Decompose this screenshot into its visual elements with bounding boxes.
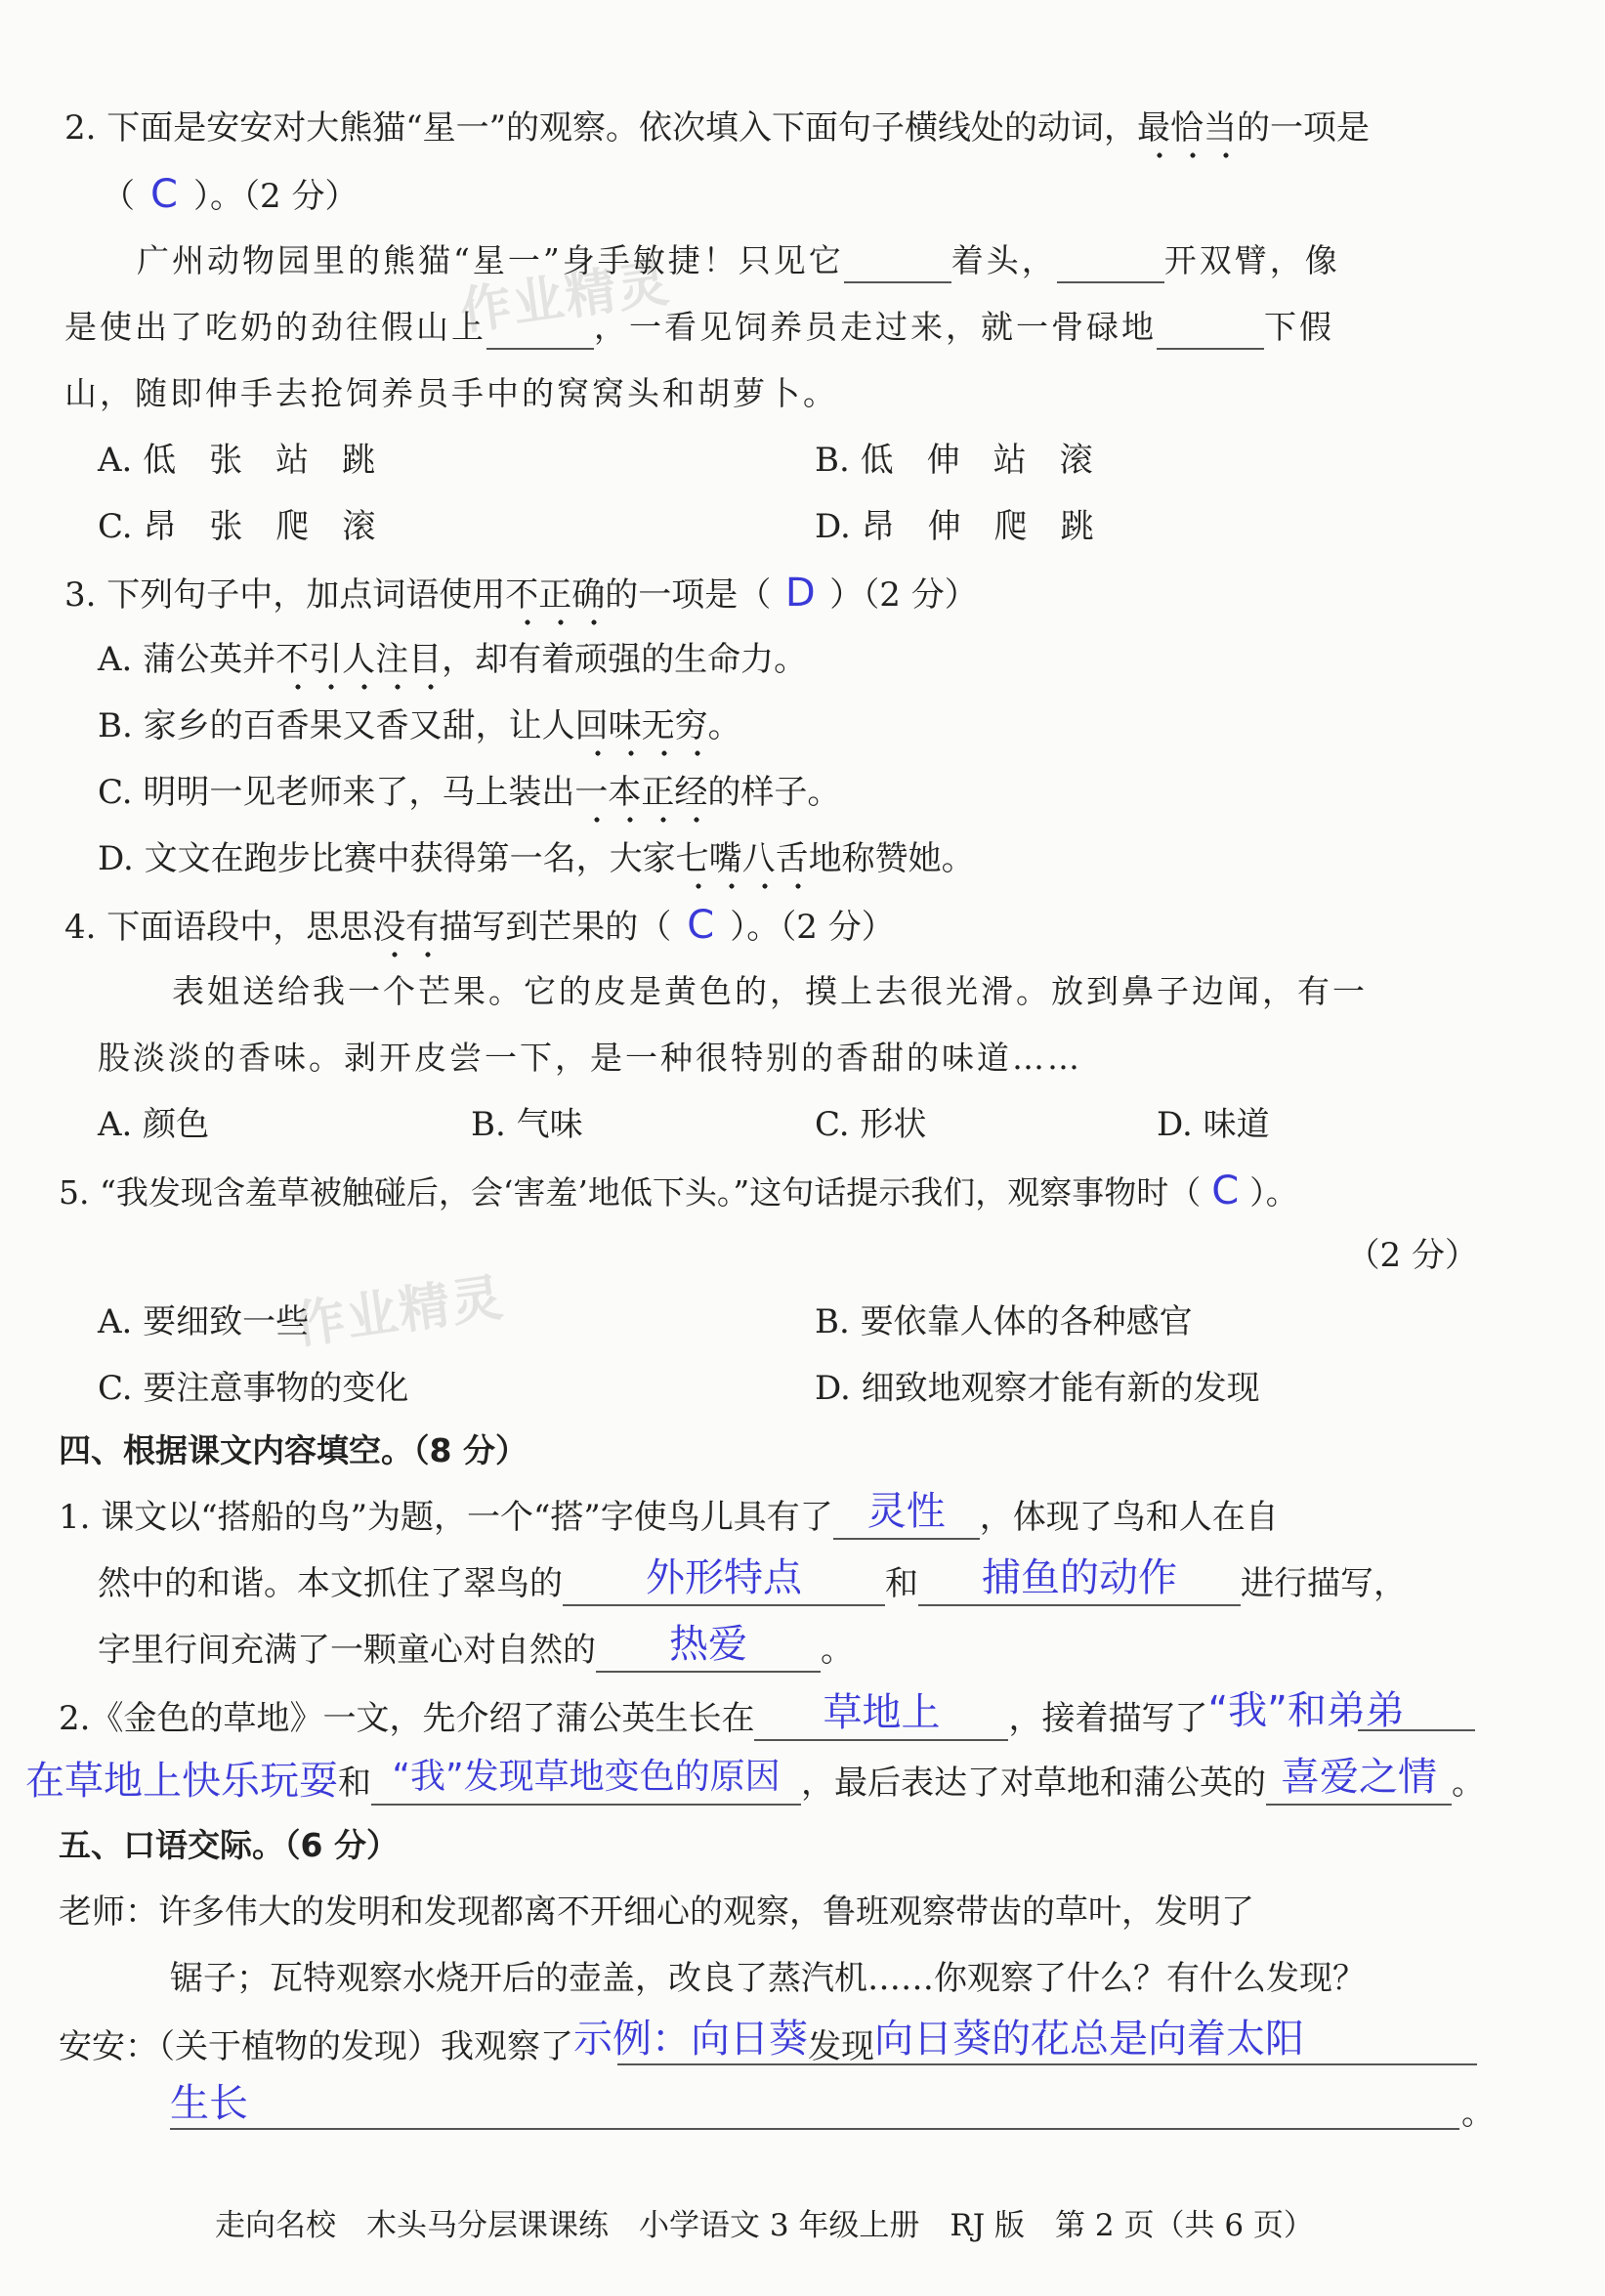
q5-option-d: D. 细致地观察才能有新的发现 [815, 1369, 1260, 1408]
q5-answer: C [1211, 1169, 1240, 1213]
handwritten-answer: 外形特点 [646, 1555, 802, 1600]
dotted-phrase: 不引人注目 [275, 637, 442, 682]
emphasis-word: 最恰当 [1137, 106, 1237, 150]
section-4-title: 四、根据课文内容填空。（8 分） [59, 1431, 528, 1469]
q4-passage-line-1: 表姐送给我一个芒果。它的皮是黄色的，摸上去很光滑。放到鼻子边闻，有一 [172, 972, 1368, 1010]
answer-underline [617, 2063, 1477, 2065]
q2-answer-line: （ C ）。（2 分） [102, 172, 359, 217]
handwritten-answer: 灵性 [866, 1489, 946, 1534]
fill-blank [596, 1622, 821, 1673]
fill-blank [1057, 246, 1164, 283]
fill-blank [754, 1690, 1008, 1741]
q3-option-c: C. 明明一见老师来了，马上装出一本正经的样子。 [98, 770, 840, 815]
q5-stem: 5. “我发现含羞草被触碰后，会‘害羞’地低下头。”这句话提示我们，观察事物时（ C ）。 [59, 1169, 1298, 1213]
fill-blank [844, 246, 951, 283]
q2-option-a: A. 低 张 站 跳 [98, 441, 376, 480]
q4-option-d: D. 味道 [1157, 1105, 1270, 1144]
q4-answer: C [687, 903, 715, 948]
q4-passage-line-2: 股淡淡的香味。剥开皮尝一下，是一种很特别的香甜的味道…… [98, 1039, 1082, 1077]
handwritten-answer: 向日葵的花总是向着太阳 [874, 2017, 1304, 2062]
q3-option-a: A. 蒲公英并不引人注目，却有着顽强的生命力。 [98, 637, 807, 682]
q3-answer: D [784, 571, 816, 616]
q3-stem: 3. 下列句子中，加点词语使用不正确的一项是（ D ）（2 分） [64, 571, 978, 616]
q5-option-b: B. 要依靠人体的各种感官 [815, 1302, 1193, 1341]
q4-option-c: C. 形状 [815, 1105, 927, 1144]
q2-passage-line-2: 是使出了吃奶的劲往假山上 ，一看见饲养员走过来，就一骨碌地 下假 [64, 305, 1334, 350]
q2-stem: 2. 下面是安安对大熊猫“星一”的观察。依次填入下面句子横线处的动词，最恰当的一项是 [64, 106, 1370, 150]
handwritten-answer: 在草地上快乐玩耍 [25, 1759, 338, 1804]
fill-blank [371, 1757, 801, 1806]
q4-option-a: A. 颜色 [98, 1105, 210, 1144]
q2-option-b: B. 低 伸 站 滚 [815, 441, 1093, 480]
handwritten-answer: “我”和弟弟 [1207, 1688, 1405, 1733]
q5-option-a: A. 要细致一些 [98, 1302, 310, 1341]
q5-option-c: C. 要注意事物的变化 [98, 1369, 409, 1408]
page-footer: 走向名校 木头马分层课课练 小学语文 3 年级上册 RJ 版 第 2 页（共 6 页） [215, 2208, 1314, 2243]
fill-blank [486, 313, 594, 350]
dotted-phrase: 七嘴八舌 [676, 836, 809, 881]
fill-blank [833, 1489, 980, 1540]
emphasis-word: 没有 [372, 905, 439, 950]
handwritten-answer: 生长 [170, 2081, 248, 2126]
handwritten-answer: 热爱 [669, 1622, 747, 1667]
handwritten-answer: “我”发现草地变色的原因 [392, 1757, 781, 1797]
handwritten-answer: 草地上 [823, 1690, 941, 1735]
q2-option-c: C. 昂 张 爬 滚 [98, 507, 376, 546]
anan-line-1: 安安：（关于植物的发现）我观察了示例：向日葵发现向日葵的花总是向着太阳 [59, 2017, 1304, 2066]
q4-option-b: B. 气味 [471, 1105, 583, 1144]
sec4-q1-line-3: 字里行间充满了一颗童心对自然的 热爱 。 [98, 1628, 854, 1673]
teacher-line-1: 老师：许多伟大的发明和发现都离不开细心的观察，鲁班观察带齿的草叶，发明了 [59, 1892, 1254, 1932]
q2-passage-line-3: 山，随即伸手去抢饲养员手中的窝窝头和胡萝卜。 [64, 374, 838, 412]
q2-passage-line-1: 广州动物园里的熊猫“星一”身手敏捷！只见它 着头， 开双臂，像 [137, 238, 1340, 283]
sec4-q2-line-1: 2.《金色的草地》一文，先介绍了蒲公英生长在 草地上 ，接着描写了“我”和弟弟 [59, 1694, 1405, 1741]
handwritten-answer: 捕鱼的动作 [982, 1555, 1177, 1600]
teacher-line-2: 锯子；瓦特观察水烧开后的壶盖，改良了蒸汽机……你观察了什么？有什么发现？ [170, 1959, 1366, 1998]
sec4-q1-line-2: 然中的和谐。本文抓住了翠鸟的 外形特点 和 捕鱼的动作 进行描写， [98, 1561, 1407, 1606]
watermark: 作业精灵 [290, 1268, 508, 1356]
sec4-q1-line-1: 1. 课文以“搭船的鸟”为题，一个“搭”字使鸟儿具有了 灵性 ，体现了鸟和人在自 [59, 1495, 1279, 1540]
watermark: 作业精灵 [456, 254, 674, 342]
anan-end-mark: 。 [1461, 2094, 1495, 2133]
sec4-q2-line-2: 在草地上快乐玩耍和 “我”发现草地变色的原因 ，最后表达了对草地和蒲公英的 喜爱之情 。 [25, 1755, 1485, 1804]
fill-blank [1266, 1755, 1452, 1806]
section-5-title: 五、口语交际。（6 分） [59, 1826, 399, 1864]
fill-blank [1157, 313, 1264, 350]
answer-underline [170, 2128, 1459, 2130]
fill-blank-underline [1358, 1729, 1475, 1731]
fill-blank [918, 1555, 1241, 1606]
q3-option-d: D. 文文在跑步比赛中获得第一名，大家七嘴八舌地称赞她。 [98, 836, 975, 881]
q2-option-d: D. 昂 伸 爬 跳 [815, 507, 1094, 546]
dotted-phrase: 一本正经 [574, 770, 707, 815]
fill-blank [563, 1555, 885, 1606]
q2-answer: C [150, 172, 178, 217]
q4-stem: 4. 下面语段中，思思没有描写到芒果的（ C ）。（2 分） [64, 903, 895, 948]
q5-score: （2 分） [1346, 1236, 1478, 1275]
emphasis-word: 不正确 [505, 573, 605, 617]
q3-option-b: B. 家乡的百香果又香又甜，让人回味无穷。 [98, 703, 741, 748]
dotted-phrase: 回味无穷 [575, 703, 708, 748]
handwritten-answer: 喜爱之情 [1281, 1755, 1437, 1800]
handwritten-answer: 示例：向日葵 [573, 2017, 808, 2062]
anan-line-2 [170, 2081, 248, 2128]
